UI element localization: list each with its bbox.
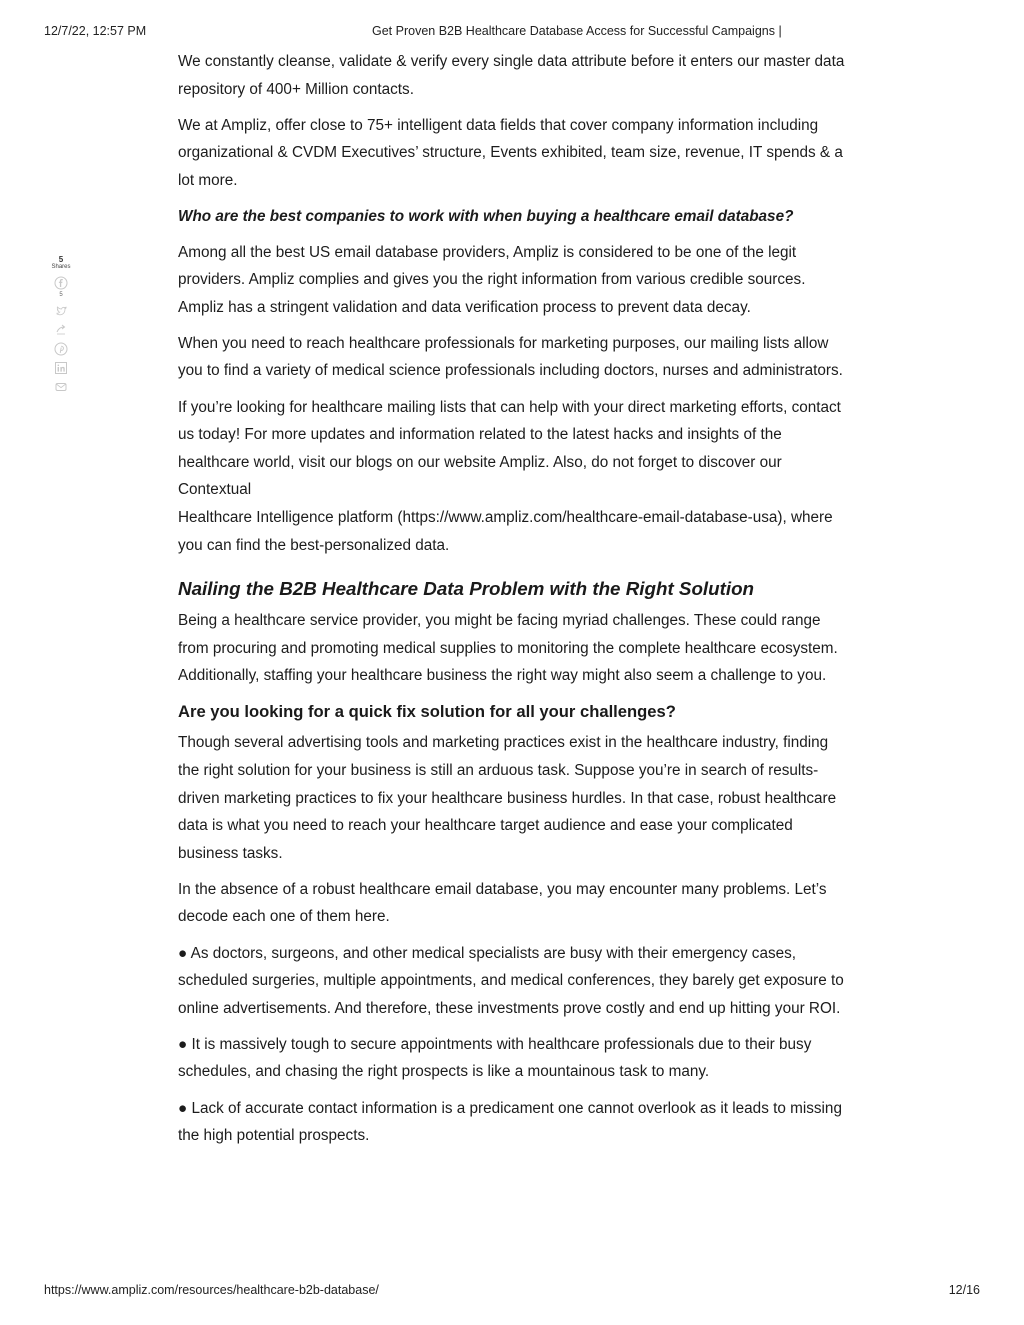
twitter-icon[interactable] <box>54 304 68 318</box>
paragraph-data-fields: We at Ampliz, offer close to 75+ intelligent data fields that cover company information including organizational & CVDM Executives’ structure, Events exhibited, team size, revenue, IT spends & a lot more. <box>178 116 843 189</box>
paragraph-data-cleansing: We constantly cleanse, validate & verify every single data attribute before it enters our master data repository of 400+ Million contacts. <box>178 53 845 98</box>
article-body <box>178 48 850 1158</box>
share-count: 5 <box>58 255 64 264</box>
share-icon[interactable] <box>54 323 68 337</box>
section-heading-nailing: Nailing the B2B Healthcare Data Problem with the Right Solution <box>178 578 755 600</box>
bullet-appointments: ● It is massively tough to secure appointments with healthcare professionals due to their busy schedules, and chasing the right prospects is like a mountainous task to many. <box>178 1035 812 1081</box>
paragraph-provider-challenges: Being a healthcare service provider, you might be facing myriad challenges. These could range from procuring and promoting medical supplies to monitoring the complete healthcare ecosystem. Additionally, staffing your healthcare business the right way might also seem a challenge to you. <box>178 612 838 685</box>
subheading-quick-fix: Are you looking for a quick fix solution for all your challenges? <box>178 702 676 722</box>
bullet-contact-info: ● Lack of accurate contact information is a predicament one cannot overlook as it leads to missing the high potential prospects. <box>178 1099 842 1145</box>
print-url: https://www.ampliz.com/resources/healthcare-b2b-database/ <box>44 1283 379 1297</box>
pinterest-icon[interactable] <box>54 342 68 356</box>
print-page-title: Get Proven B2B Healthcare Database Access for Successful Campaigns | <box>372 24 782 38</box>
contact-us-text: If you’re looking for healthcare mailing lists that can help with your direct marketing efforts, contact us today! For more updates and information related to the latest hacks and insights of the healthcare world, visit our blogs on our website Ampliz. Also, do not forget to discover our Contextual <box>178 398 841 499</box>
facebook-icon[interactable] <box>54 276 68 290</box>
linkedin-icon[interactable] <box>54 361 68 375</box>
bullet-doctors-busy: ● As doctors, surgeons, and other medical specialists are busy with their emergency cases, scheduled surgeries, multiple appointments, and medical conferences, they barely get exposure to online advertisements. And therefore, these investments prove costly and end up hitting your ROI. <box>178 944 844 1017</box>
print-datetime: 12/7/22, 12:57 PM <box>44 24 147 38</box>
paragraph-contact-us <box>178 394 850 560</box>
paragraph-advertising-tools: Though several advertising tools and marketing practices exist in the healthcare industry, finding the right solution for your business is still an arduous task. Suppose you’re in search of results-driven marketing practices to fix your healthcare business hurdles. In that case, robust healthcare data is what you need to reach your healthcare target audience and ease your complicated business tasks. <box>178 734 837 862</box>
paragraph-absence-problems: In the absence of a robust healthcare email database, you may encounter many problems. Let’s decode each one of them here. <box>178 880 827 926</box>
email-icon[interactable] <box>54 380 68 394</box>
print-header <box>44 24 980 42</box>
platform-link-text: Healthcare Intelligence platform (https://www.ampliz.com/healthcare-email-database-usa), where you can find the best-personalized data. <box>178 508 833 554</box>
page-number: 12/16 <box>948 1283 980 1297</box>
share-count-label: Shares <box>51 264 71 270</box>
paragraph-mailing-lists: When you need to reach healthcare professionals for marketing purposes, our mailing lists allow you to find a variety of medical science professionals including doctors, nurses and administrators. <box>178 334 843 380</box>
share-rail <box>46 255 76 394</box>
facebook-share-count: 5 <box>59 292 63 298</box>
question-best-companies: Who are the best companies to work with when buying a healthcare email database? <box>178 207 794 225</box>
print-footer <box>44 1283 980 1301</box>
paragraph-ampliz-providers: Among all the best US email database providers, Ampliz is considered to be one of the legit providers. Ampliz complies and gives you the right information from various credible sources. Ampliz has a stringent validation and data verification process to prevent data decay. <box>178 243 806 316</box>
